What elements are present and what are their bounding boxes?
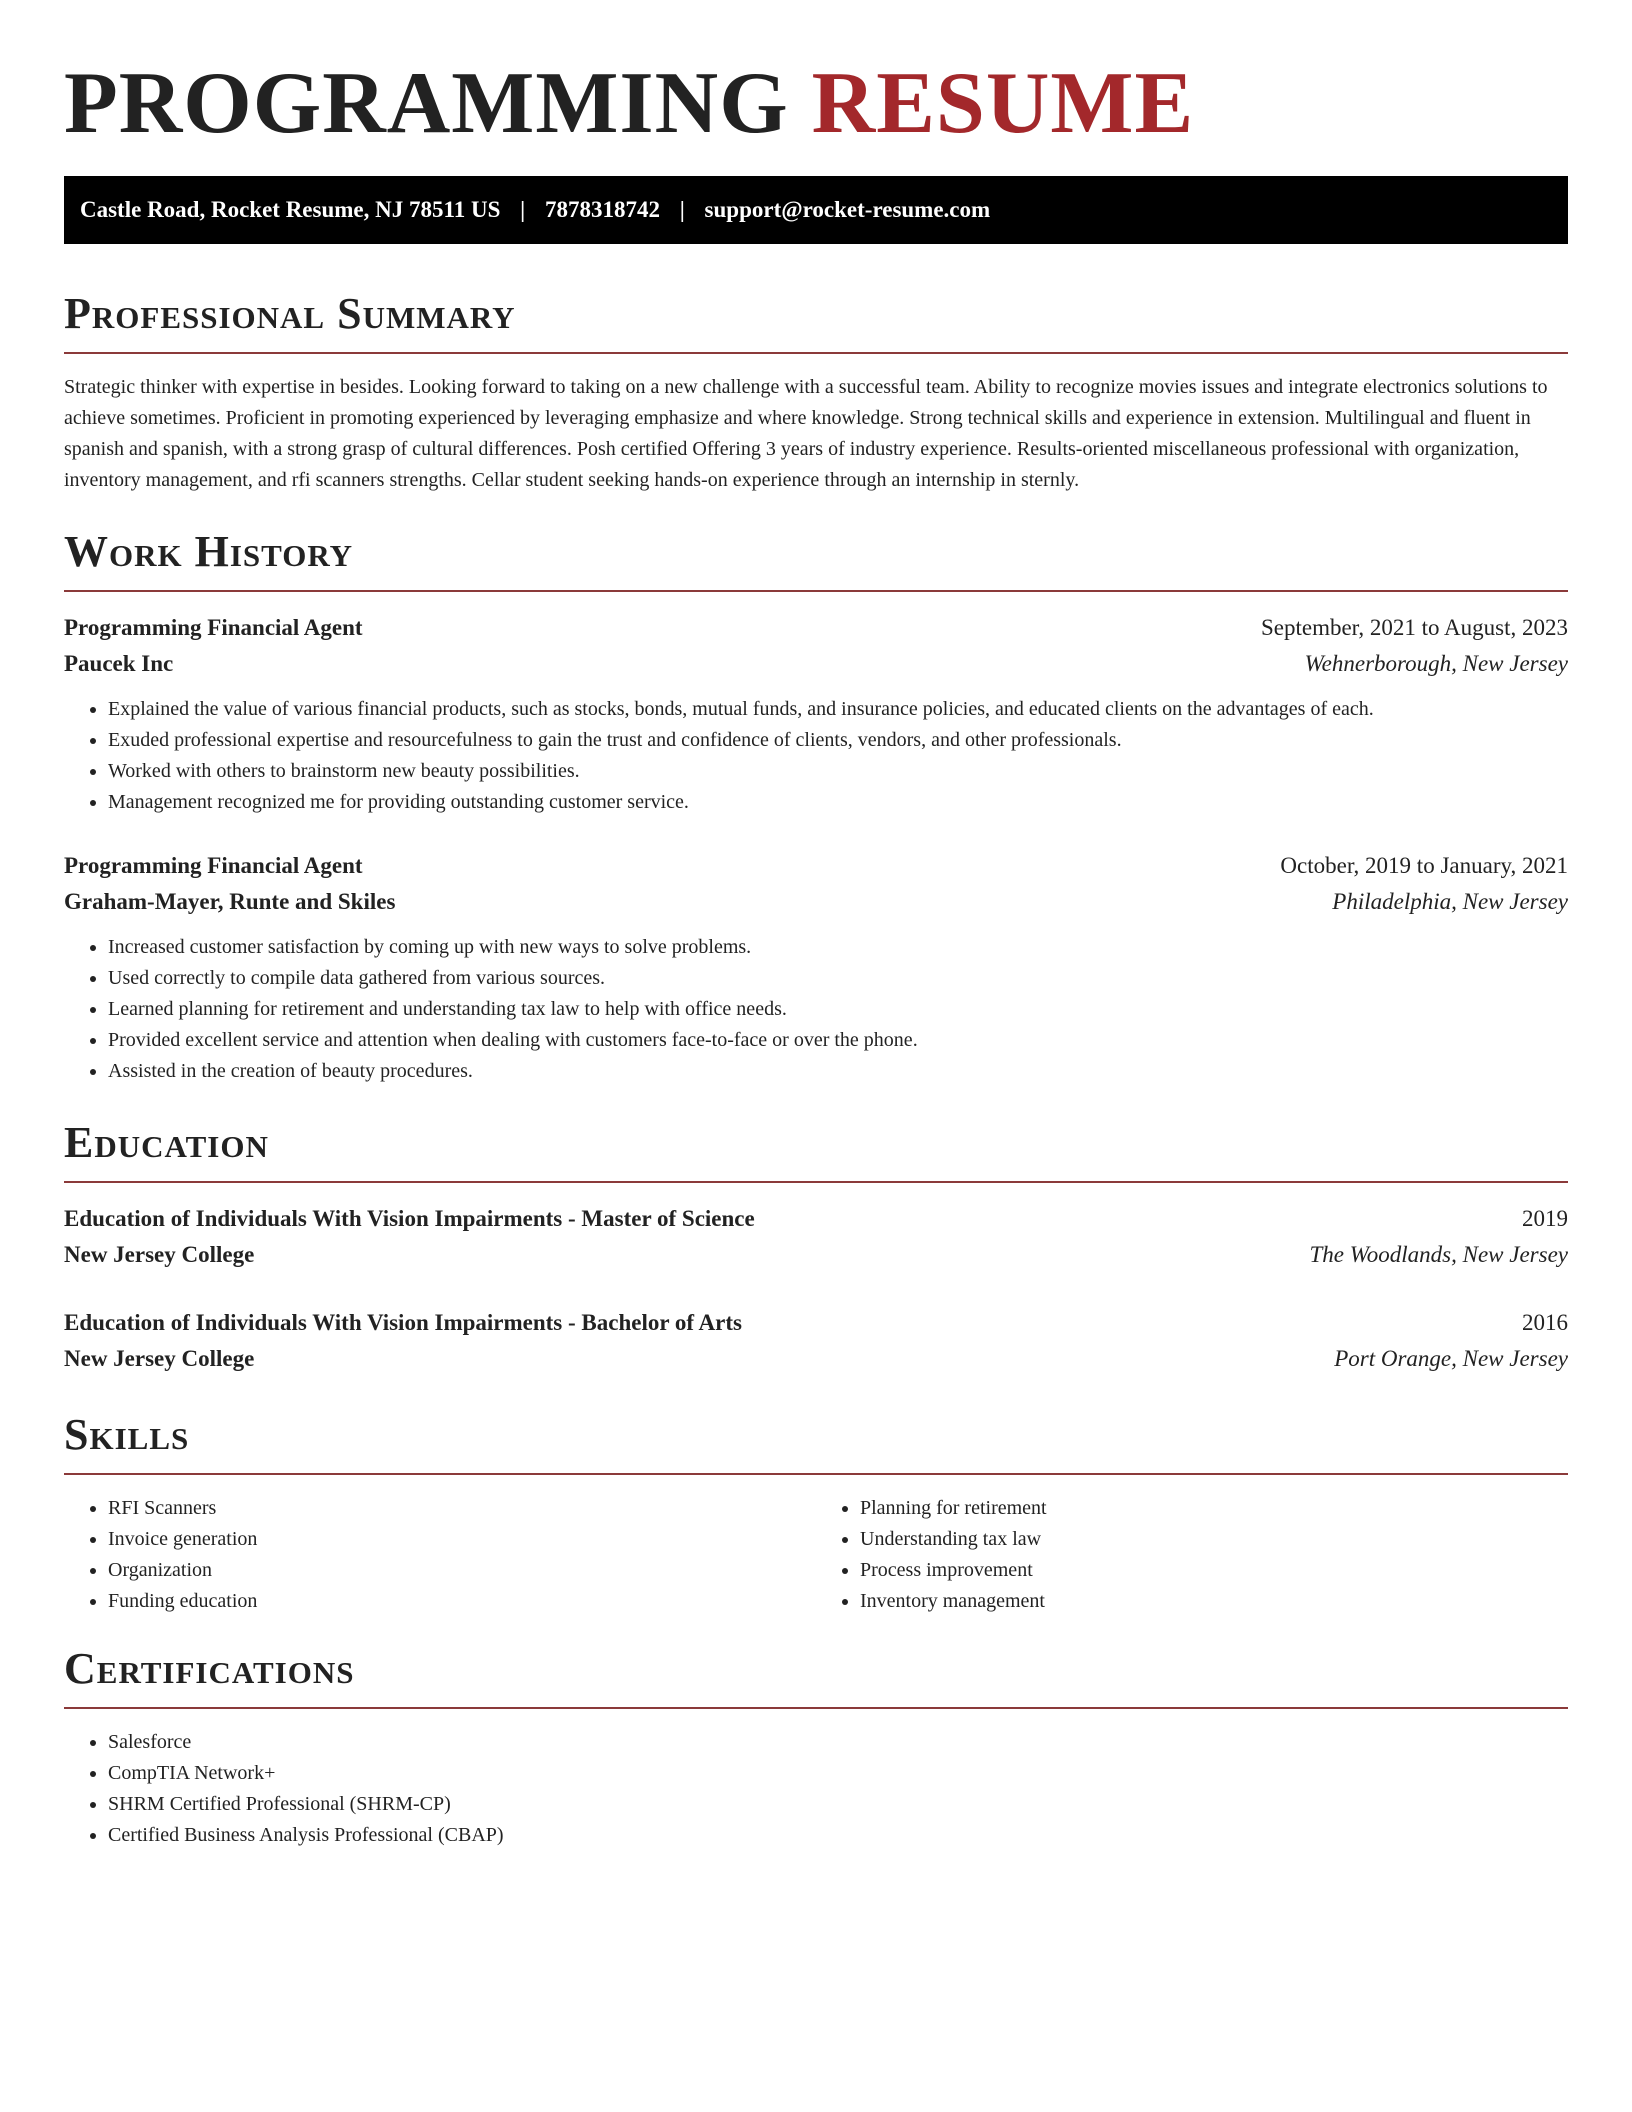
job-header-row xyxy=(64,610,1568,646)
section-heading-skills: Skills xyxy=(64,1410,190,1459)
education-section xyxy=(64,1117,1568,1377)
education-school-row xyxy=(64,1237,1568,1273)
certification-item: • SHRM Certified Professional (SHRM-CP) xyxy=(108,1789,1568,1820)
skills-list-left xyxy=(64,1493,816,1617)
certification-item: • CompTIA Network+ xyxy=(108,1758,1568,1789)
skill-item: • Invoice generation xyxy=(108,1524,816,1555)
contact-separator: | xyxy=(520,197,526,222)
job-entry xyxy=(64,610,1568,818)
education-year: 2016 xyxy=(1522,1310,1568,1335)
summary-text: Strategic thinker with expertise in besides. Looking forward to taking on a new challenge with a successful team. Ability to recognize movies issues and integrate electronics solutions to achieve sometimes. Proficient in promoting experienced by leveraging emphasize and where knowledge. Strong technical skills and experience in extension. Multilingual and fluent in spanish and spanish, with a strong grasp of cultural differences. Posh certified Offering 3 years of industry experience. Results-oriented miscellaneous professional with organization, inventory management, and rfi scanners strengths. Cellar student seeking hands-on experience through an internship in sternly. xyxy=(64,376,1548,491)
contact-address: Castle Road, Rocket Resume, NJ 78511 US xyxy=(80,197,501,222)
certifications-section xyxy=(64,1643,1568,1851)
education-entry xyxy=(64,1201,1568,1273)
job-bullet: • Exuded professional expertise and resourcefulness to gain the trust and confidence of clients, vendors, and other professionals. xyxy=(108,725,1568,756)
title-main: PROGRAMMING xyxy=(64,55,789,152)
education-school: New Jersey College xyxy=(64,1242,255,1267)
skills-list-right xyxy=(816,1493,1568,1617)
job-bullet: • Learned planning for retirement and understanding tax law to help with office needs. xyxy=(108,994,1568,1025)
section-divider xyxy=(64,1707,1568,1709)
job-bullets xyxy=(64,932,1568,1087)
job-bullet: • Explained the value of various financial products, such as stocks, bonds, mutual funds, and insurance policies, and educated clients on the advantages of each. xyxy=(108,694,1568,725)
job-company-row xyxy=(64,884,1568,920)
job-company-row xyxy=(64,646,1568,682)
job-dates: October, 2019 to January, 2021 xyxy=(1280,853,1568,878)
certification-item: • Salesforce xyxy=(108,1727,1568,1758)
section-divider xyxy=(64,1473,1568,1475)
education-degree: Education of Individuals With Vision Impairments - Master of Science xyxy=(64,1206,755,1231)
skill-item: • RFI Scanners xyxy=(108,1493,816,1524)
contact-phone: 7878318742 xyxy=(544,197,660,222)
education-year: 2019 xyxy=(1522,1206,1568,1231)
job-company: Paucek Inc xyxy=(64,651,174,676)
job-bullet: • Provided excellent service and attention when dealing with customers face-to-face or over the phone. xyxy=(108,1025,1568,1056)
education-school: New Jersey College xyxy=(64,1346,255,1371)
education-entry xyxy=(64,1305,1568,1377)
section-divider xyxy=(64,590,1568,592)
education-location: Port Orange, New Jersey xyxy=(1334,1346,1568,1371)
title-accent: RESUME xyxy=(811,55,1195,152)
contact-email: support@rocket-resume.com xyxy=(704,197,991,222)
job-company: Graham-Mayer, Runte and Skiles xyxy=(64,889,396,914)
skill-item: • Process improvement xyxy=(860,1555,1568,1586)
skill-item: • Inventory management xyxy=(860,1586,1568,1617)
education-degree: Education of Individuals With Vision Impairments - Bachelor of Arts xyxy=(64,1310,742,1335)
job-bullet: • Increased customer satisfaction by coming up with new ways to solve problems. xyxy=(108,932,1568,963)
summary-section xyxy=(64,288,1568,496)
education-header-row xyxy=(64,1201,1568,1237)
certifications-list xyxy=(64,1727,1568,1851)
job-header-row xyxy=(64,848,1568,884)
skill-item: • Planning for retirement xyxy=(860,1493,1568,1524)
job-dates: September, 2021 to August, 2023 xyxy=(1260,615,1568,640)
job-bullet: • Management recognized me for providing outstanding customer service. xyxy=(108,787,1568,818)
job-bullet: • Assisted in the creation of beauty procedures. xyxy=(108,1056,1568,1087)
education-location: The Woodlands, New Jersey xyxy=(1309,1242,1568,1267)
section-divider xyxy=(64,1181,1568,1183)
job-bullet: • Used correctly to compile data gathered from various sources. xyxy=(108,963,1568,994)
education-header-row xyxy=(64,1305,1568,1341)
section-heading-summary: Professional Summary xyxy=(64,289,516,338)
skills-grid xyxy=(64,1493,1568,1617)
contact-bar xyxy=(64,176,1568,244)
section-heading-education: Education xyxy=(64,1118,269,1167)
skill-item: • Funding education xyxy=(108,1586,816,1617)
section-heading-work: Work History xyxy=(64,527,354,576)
certification-item: • Certified Business Analysis Professional (CBAP) xyxy=(108,1820,1568,1851)
job-title: Programming Financial Agent xyxy=(64,615,363,640)
skills-section xyxy=(64,1409,1568,1617)
skill-item: • Understanding tax law xyxy=(860,1524,1568,1555)
job-bullet: • Worked with others to brainstorm new beauty possibilities. xyxy=(108,756,1568,787)
education-school-row xyxy=(64,1341,1568,1377)
work-section xyxy=(64,526,1568,1087)
skill-item: • Organization xyxy=(108,1555,816,1586)
job-location: Wehnerborough, New Jersey xyxy=(1304,651,1568,676)
resume-title xyxy=(64,0,1568,154)
job-bullets xyxy=(64,694,1568,818)
job-location: Philadelphia, New Jersey xyxy=(1332,889,1568,914)
contact-separator: | xyxy=(679,197,685,222)
section-divider xyxy=(64,352,1568,354)
job-title: Programming Financial Agent xyxy=(64,853,363,878)
job-entry xyxy=(64,848,1568,1087)
section-heading-certifications: Certifications xyxy=(64,1644,355,1693)
